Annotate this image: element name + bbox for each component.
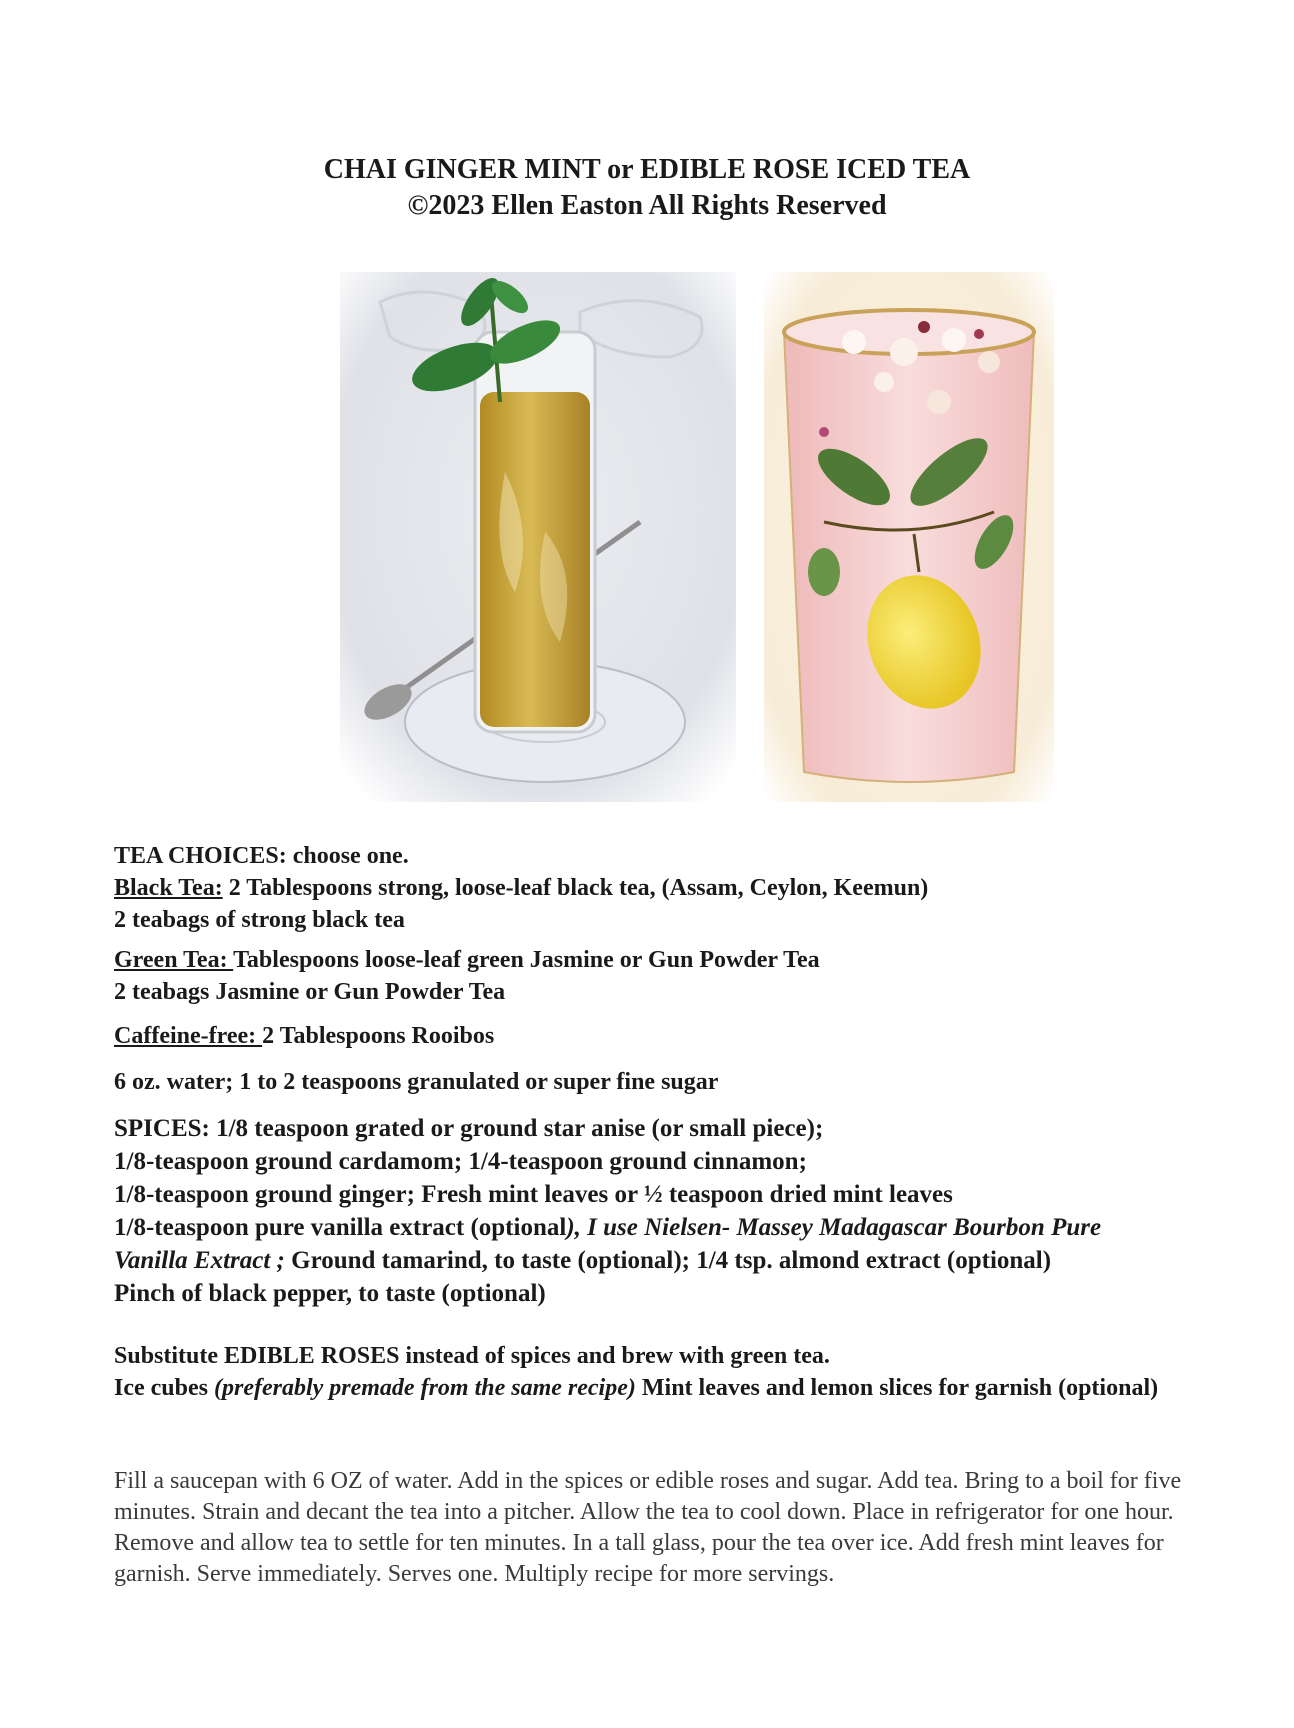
black-tea-amount: 2 Tablespoons strong, loose-leaf black tea, (Assam, Ceylon, Keemun) bbox=[222, 875, 929, 901]
vanilla-brand-note-cont: Vanilla Extract ; bbox=[114, 1247, 285, 1274]
substitute-section bbox=[114, 1340, 1204, 1404]
page-title: CHAI GINGER MINT or EDIBLE ROSE ICED TEA bbox=[323, 154, 971, 185]
vanilla-extract-text: 1/8-teaspoon pure vanilla extract (optional bbox=[114, 1214, 567, 1241]
tamarind-almond-text: Ground tamarind, to taste (optional); 1/4 tsp. almond extract (optional) bbox=[284, 1247, 1052, 1274]
caffeine-free-section bbox=[114, 1020, 1204, 1052]
black-tea-line bbox=[114, 872, 1204, 904]
water-sugar-section bbox=[114, 1066, 1204, 1098]
black-tea-teabags: 2 teabags of strong black tea bbox=[114, 907, 405, 933]
spices-line-4 bbox=[114, 1211, 1204, 1244]
ice-cubes-label: Ice cubes bbox=[114, 1375, 214, 1401]
header bbox=[0, 152, 1294, 224]
rose-tea-photo bbox=[764, 272, 1054, 802]
spices-line-2: 1/8-teaspoon ground cardamom; 1/4-teaspoon ground cinnamon; bbox=[114, 1148, 807, 1175]
vanilla-brand-note: ), I use Nielsen- Massey Madagascar Bourbon Pure bbox=[566, 1214, 1102, 1241]
green-tea-line bbox=[114, 944, 1204, 976]
caffeine-free-label: Caffeine-free: bbox=[114, 1023, 263, 1049]
ice-cubes-note: (preferably premade from the same recipe) bbox=[213, 1375, 636, 1401]
copyright-line: ©2023 Ellen Easton All Rights Reserved bbox=[407, 190, 887, 221]
green-tea-label: Green Tea: bbox=[114, 947, 234, 973]
tea-choices-section bbox=[114, 840, 1204, 936]
green-tea-section bbox=[114, 944, 1204, 1008]
spices-line-1: SPICES: 1/8 teaspoon grated or ground star anise (or small piece); bbox=[114, 1115, 824, 1142]
water-sugar-line: 6 oz. water; 1 to 2 teaspoons granulated or super fine sugar bbox=[114, 1069, 719, 1095]
caffeine-free-amount: 2 Tablespoons Rooibos bbox=[262, 1023, 495, 1049]
spices-line-3: 1/8-teaspoon ground ginger; Fresh mint leaves or ½ teaspoon dried mint leaves bbox=[114, 1181, 953, 1208]
caffeine-free-line bbox=[114, 1020, 1204, 1052]
tea-choices-heading: TEA CHOICES: choose one. bbox=[114, 843, 409, 869]
spices-section bbox=[114, 1112, 1204, 1310]
garnish-text: Mint leaves and lemon slices for garnish (optional) bbox=[635, 1375, 1159, 1401]
spices-line-5 bbox=[114, 1244, 1204, 1277]
method-paragraph: Fill a saucepan with 6 OZ of water. Add in the spices or edible roses and sugar. Add tea. Bring to a boil for five minutes. Strain and decant the tea into a pitcher. Allow the tea to cool down. Place in refrigerator for one hour. Remove and allow tea to settle for ten minutes. In a tall glass, pour the tea over ice. Add fresh mint leaves for garnish. Serve immediately. Serves one. Multiply recipe for more servings. bbox=[114, 1468, 1182, 1587]
substitute-roses-line: Substitute EDIBLE ROSES instead of spices and brew with green tea. bbox=[114, 1343, 830, 1369]
ice-cubes-line bbox=[114, 1372, 1204, 1404]
chai-tea-photo bbox=[340, 272, 736, 802]
spices-line-6: Pinch of black pepper, to taste (optional) bbox=[114, 1280, 546, 1307]
green-tea-amount: Tablespoons loose-leaf green Jasmine or Gun Powder Tea bbox=[233, 947, 820, 973]
green-tea-teabags: 2 teabags Jasmine or Gun Powder Tea bbox=[114, 979, 506, 1005]
black-tea-label: Black Tea: bbox=[114, 875, 223, 901]
